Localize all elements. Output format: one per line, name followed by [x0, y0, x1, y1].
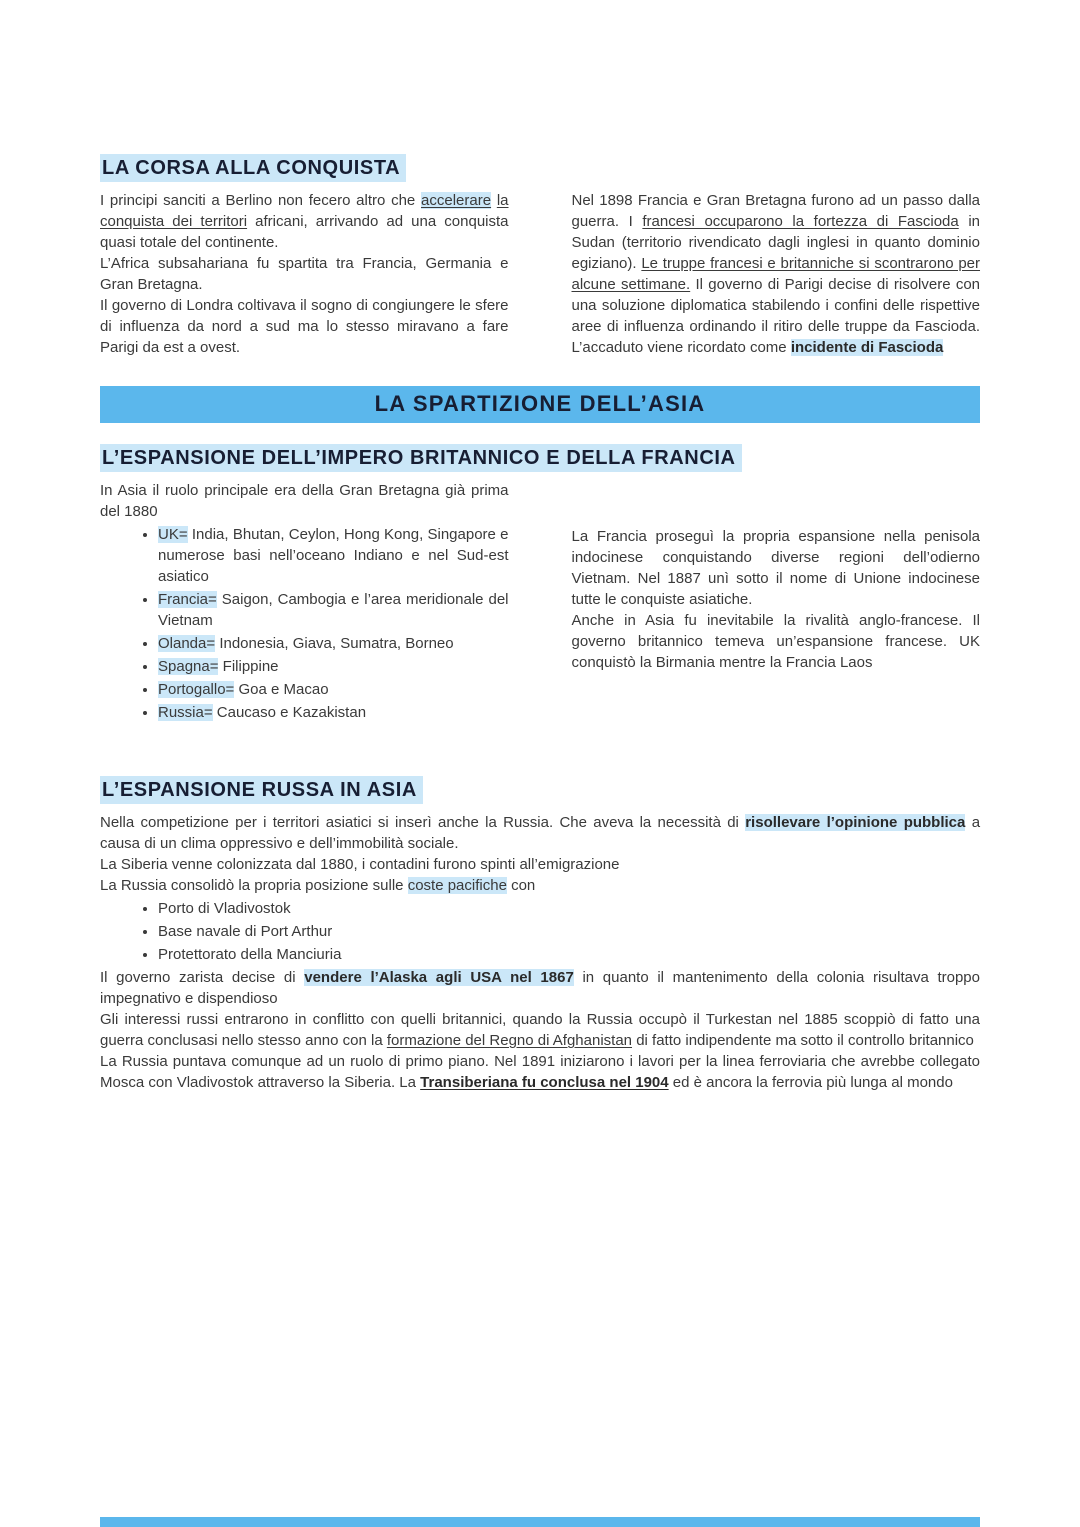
two-column-espansione-impero: [100, 480, 980, 725]
list-item: • Porto di Vladivostok: [158, 898, 980, 919]
paragraph: Anche in Asia fu inevitabile la rivalità anglo-francese. Il governo britannico temeva un’espansione francese. UK conquistò la Birmania mentre la Francia Laos: [571, 612, 980, 671]
la-corsa-right-column: [572, 190, 981, 358]
list-item: [158, 633, 509, 654]
text-fragment: ed è ancora la ferrovia più lunga al mondo: [672, 1074, 953, 1091]
text-fragment: Goa e Macao: [238, 681, 329, 698]
text-fragment: in quanto il mantenimento della colonia risultava troppo impegnativo e dispendioso: [100, 969, 980, 1007]
espansione-left-column: [100, 480, 509, 725]
underlined-fragment: francesi occuparono la fortezza di Fascioda: [642, 213, 959, 230]
colonial-possessions-list: [100, 524, 509, 723]
country-label: Russia=: [158, 704, 213, 721]
country-label: Spagna=: [158, 658, 219, 675]
banner-title: LA SPARTIZIONE DELL’ASIA: [374, 391, 706, 416]
section-heading-text: LA CORSA ALLA CONQUISTA: [100, 154, 406, 182]
section-banner-spartizione-asia: [100, 386, 980, 423]
country-label: Portogallo=: [158, 681, 235, 698]
section-heading-la-corsa: [100, 157, 980, 180]
paragraph: La Siberia venne colonizzata dal 1880, i contadini furono spinti all’emigrazione: [100, 856, 620, 873]
paragraph: [572, 190, 981, 358]
text-fragment: Indonesia, Giava, Sumatra, Borneo: [219, 635, 454, 652]
country-label: UK=: [158, 526, 188, 543]
paragraph: In Asia il ruolo principale era della Gran Bretagna già prima del 1880: [100, 482, 509, 520]
underlined-fragment: formazione del Regno di Afghanistan: [386, 1032, 633, 1049]
text-fragment: di fatto indipendente ma sotto il controllo britannico: [636, 1032, 974, 1049]
text-fragment: con: [511, 877, 536, 894]
bold-highlighted-fragment: risollevare l’opinione pubblica: [745, 814, 966, 831]
text-fragment: I principi sanciti a Berlino non fecero altro che: [100, 192, 416, 209]
paragraph: Il governo di Londra coltivava il sogno di congiungere le sfere di influenza da nord a sud ma lo stesso miravano a fare Parigi da est a ovest.: [100, 297, 509, 356]
paragraph: [100, 190, 509, 253]
paragraph: La Francia proseguì la propria espansione nella penisola indocinese conquistando diverse regioni dell’odierno Vietnam. Nel 1887 unì sotto il nome di Unione indocinese tutte le conquiste asiatiche.: [571, 528, 980, 608]
text-fragment: Saigon, Cambogia e l’area meridionale del Vietnam: [158, 591, 509, 629]
text-fragment: Caucaso e Kazakistan: [216, 704, 367, 721]
paragraph: [100, 875, 980, 896]
text-fragment: La Russia puntava comunque ad un ruolo di primo piano. Nel 1891 iniziarono i lavori per la linea ferroviaria che avrebbe collegato Mosca con Vladivostok attraverso la Siberia. La: [100, 1053, 980, 1091]
underlined-fragment: Le truppe francesi e britanniche si scontrarono per alcune settimane.: [571, 255, 981, 293]
section-heading-text: L’ESPANSIONE DELL’IMPERO BRITANNICO E DELLA FRANCIA: [100, 444, 742, 472]
country-label: Olanda=: [158, 635, 216, 652]
text-fragment: africani, arrivando ad una conquista quasi totale del continente.: [100, 213, 509, 251]
paragraph: [100, 1051, 980, 1093]
paragraph: [100, 1009, 980, 1051]
section-heading-espansione-impero: [100, 447, 980, 470]
list-item: • Base navale di Port Arthur: [158, 921, 980, 942]
underlined-fragment: la conquista dei territori: [100, 192, 509, 230]
la-corsa-left-column: [100, 190, 509, 358]
section-heading-text: L’ESPANSIONE RUSSA IN ASIA: [100, 776, 423, 804]
list-item: [158, 656, 509, 677]
text-fragment: India, Bhutan, Ceylon, Hong Kong, Singapore e numerose basi nell’oceano Indiano e nel Sud-est asiatico: [158, 526, 509, 585]
section-heading-espansione-russa: [100, 779, 980, 802]
paragraph: L’Africa subsahariana fu spartita tra Francia, Germania e Gran Bretagna.: [100, 255, 509, 293]
highlighted-underlined-fragment: accelerare: [421, 192, 492, 209]
text-fragment: Nella competizione per i territori asiatici si inserì anche la Russia. Che aveva la necessità di: [100, 814, 739, 831]
text-fragment: Filippine: [222, 658, 279, 675]
list-item: [158, 524, 509, 587]
two-column-la-corsa: [100, 190, 980, 358]
list-item: [158, 589, 509, 631]
paragraph: [100, 967, 980, 1009]
text-fragment: Gli interessi russi entrarono in conflitto con quelli britannici, quando la Russia occupò il Turkestan nel 1885 scoppiò di fatto una guerra conclusasi nello stesso anno con la: [100, 1011, 980, 1049]
text-fragment: Il governo zarista decise di: [100, 969, 296, 986]
list-item: • Protettorato della Manciuria: [158, 944, 980, 965]
russian-positions-list: [100, 898, 980, 965]
text-fragment: La Russia consolidò la propria posizione sulle: [100, 877, 404, 894]
text-fragment: Nel 1898 Francia e Gran Bretagna furono ad un passo dalla guerra. I: [571, 192, 980, 230]
highlighted-fragment: coste pacifiche: [407, 877, 507, 894]
text-fragment: a causa di un clima oppressivo e dell’immobilità sociale.: [100, 814, 981, 852]
country-label: Francia=: [158, 591, 217, 608]
espansione-right-column: [572, 526, 981, 673]
paragraph: [100, 812, 980, 854]
list-item: [158, 679, 509, 700]
bold-highlighted-fragment: vendere l’Alaska agli USA nel 1867: [304, 969, 574, 986]
next-section-banner-cutoff: [100, 1517, 980, 1527]
list-item: [158, 702, 509, 723]
bold-underlined-fragment: Transiberiana fu conclusa nel 1904: [420, 1074, 669, 1091]
bold-highlighted-fragment: incidente di Fascioda: [790, 339, 944, 356]
text-fragment: in Sudan (territorio rivendicato dagli inglesi in quanto dominio egiziano).: [571, 213, 980, 272]
text-fragment: Il governo di Parigi decise di risolvere con una soluzione diplomatica stabilendo i confini delle rispettive aree di influenza ordinando il ritiro delle truppe da Fascioda. L’accaduto viene ricordato come: [571, 276, 981, 356]
